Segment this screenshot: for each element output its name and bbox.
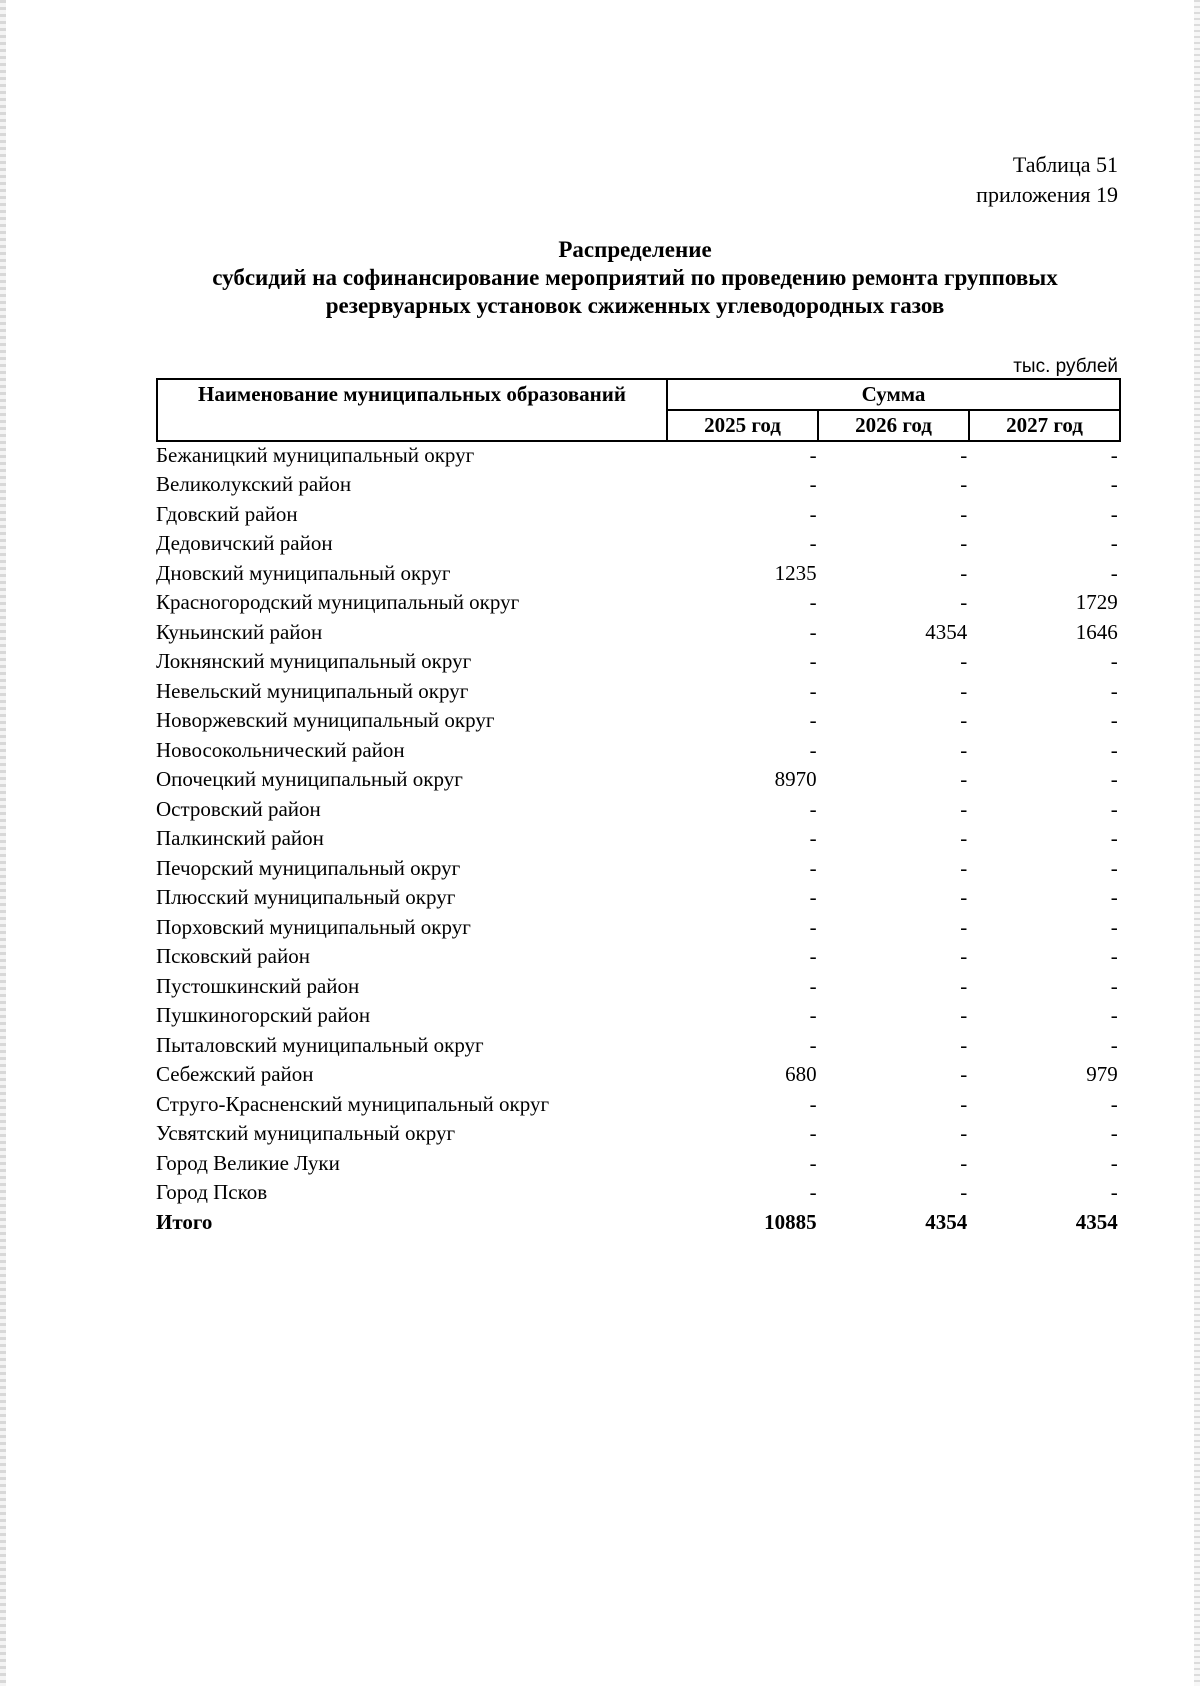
- amount-2027: -: [1110, 826, 1118, 850]
- amount-2025: -: [809, 914, 817, 939]
- scan-edge-right: [1194, 0, 1200, 1686]
- header-sum: Сумма: [667, 379, 1120, 410]
- amount-2025: -: [809, 472, 817, 496]
- municipality-name: Струго-Красненский муниципальный округ: [156, 1091, 550, 1116]
- document-title: [150, 236, 1120, 320]
- table-row: [156, 822, 1118, 852]
- table-row: [156, 851, 1118, 881]
- amount-2026: -: [960, 944, 968, 968]
- amount-2027: -: [1110, 1180, 1118, 1204]
- table-row: [156, 556, 1118, 586]
- amount-2025: -: [809, 1003, 817, 1027]
- amount-2026: -: [960, 1150, 968, 1175]
- header-year-2026: 2026 год: [818, 410, 969, 441]
- amount-2025: -: [809, 501, 817, 526]
- amount-2025: -: [809, 1032, 817, 1057]
- amount-2027: -: [1110, 855, 1118, 880]
- municipality-name: Дновский муниципальный округ: [156, 560, 451, 585]
- amount-2026: -: [960, 737, 968, 762]
- amount-2026: -: [960, 678, 968, 703]
- municipality-name: Гдовский район: [156, 501, 298, 526]
- amount-2026: 4354: [925, 1209, 968, 1234]
- table-row: [156, 704, 1118, 734]
- amount-2026: -: [960, 1032, 968, 1057]
- amount-2027: -: [1110, 885, 1118, 909]
- municipality-name: Дедовичский район: [156, 531, 333, 555]
- table-reference: [976, 150, 1118, 210]
- municipality-name: Пыталовский муниципальный округ: [156, 1032, 484, 1057]
- amount-2025: -: [809, 944, 817, 968]
- units-label: тыс. рублей: [1013, 356, 1118, 377]
- amount-2026: -: [960, 885, 968, 909]
- amount-2027: 1729: [1075, 590, 1118, 614]
- amount-2027: -: [1110, 737, 1118, 762]
- amount-2026: -: [960, 1121, 968, 1145]
- amount-2025: -: [809, 1121, 817, 1145]
- amount-2026: -: [960, 1062, 968, 1086]
- table-row: [156, 733, 1118, 763]
- amount-2025: -: [809, 885, 817, 909]
- table-row: [156, 792, 1118, 822]
- amount-2025: -: [809, 826, 817, 850]
- amount-2027: -: [1110, 1032, 1118, 1057]
- amount-2025: -: [809, 708, 817, 732]
- municipality-name: Пустошкинский район: [156, 973, 360, 998]
- municipality-name: Бежаницкий муниципальный округ: [156, 442, 475, 467]
- amount-2027: -: [1110, 1150, 1118, 1175]
- amount-2027: -: [1110, 442, 1118, 467]
- table-row: [156, 969, 1118, 999]
- table-row: [156, 468, 1118, 498]
- amount-2027: -: [1110, 1091, 1118, 1116]
- municipality-name: Печорский муниципальный округ: [156, 855, 461, 880]
- total-row: [156, 1205, 1118, 1235]
- amount-2027: -: [1110, 678, 1118, 703]
- amount-2026: -: [960, 826, 968, 850]
- amount-2027: -: [1110, 501, 1118, 526]
- municipality-name: Псковский район: [156, 944, 310, 968]
- amount-2026: -: [960, 1003, 968, 1027]
- header-year-2027: 2027 год: [969, 410, 1120, 441]
- amount-2027: -: [1110, 560, 1118, 585]
- municipality-name: Город Великие Луки: [156, 1150, 340, 1175]
- amount-2027: 1646: [1075, 619, 1118, 644]
- header-year-2025: 2025 год: [667, 410, 818, 441]
- amount-2027: -: [1110, 1121, 1118, 1145]
- amount-2025: -: [809, 855, 817, 880]
- amount-2027: -: [1110, 1003, 1118, 1027]
- municipality-name: Невельский муниципальный округ: [156, 678, 469, 703]
- table-body: [156, 438, 1118, 1235]
- table-row: [156, 645, 1118, 675]
- municipality-name: Островский район: [156, 796, 321, 821]
- amount-2026: -: [960, 442, 968, 467]
- municipality-name: Порховский муниципальный округ: [156, 914, 471, 939]
- table-row: [156, 763, 1118, 793]
- municipality-name: Локнянский муниципальный округ: [156, 649, 472, 673]
- table-row: [156, 1146, 1118, 1176]
- table-row: [156, 497, 1118, 527]
- amount-2027: -: [1110, 531, 1118, 555]
- amount-2026: -: [960, 590, 968, 614]
- table-row: [156, 1087, 1118, 1117]
- municipality-name: Красногородский муниципальный округ: [156, 590, 520, 614]
- amount-2026: -: [960, 531, 968, 555]
- amount-2025: 8970: [774, 767, 817, 791]
- municipality-name: Пушкиногорский район: [156, 1003, 371, 1027]
- amount-2026: -: [960, 649, 968, 673]
- amount-2026: -: [960, 914, 968, 939]
- table-header: [156, 378, 1121, 442]
- amount-2026: -: [960, 855, 968, 880]
- table-row: [156, 940, 1118, 970]
- amount-2025: 680: [785, 1062, 817, 1086]
- amount-2025: 10885: [764, 1209, 817, 1234]
- amount-2026: -: [960, 560, 968, 585]
- municipality-name: Новоржевский муниципальный округ: [156, 708, 495, 732]
- total-label: Итого: [156, 1209, 213, 1234]
- amount-2027: -: [1110, 796, 1118, 821]
- amount-2025: -: [809, 1150, 817, 1175]
- amount-2027: -: [1110, 708, 1118, 732]
- amount-2026: -: [960, 708, 968, 732]
- amount-2025: -: [809, 973, 817, 998]
- amount-2027: -: [1110, 944, 1118, 968]
- appendix-number: приложения 19: [976, 182, 1118, 207]
- amount-2025: -: [809, 649, 817, 673]
- municipality-name: Себежский район: [156, 1062, 314, 1086]
- amount-2025: -: [809, 796, 817, 821]
- municipality-name: Опочецкий муниципальный округ: [156, 767, 463, 791]
- amount-2025: -: [809, 442, 817, 467]
- amount-2026: -: [960, 767, 968, 791]
- table-row: [156, 615, 1118, 645]
- table-row: [156, 1117, 1118, 1147]
- municipality-name: Великолукский район: [156, 472, 352, 496]
- title-line-2: субсидий на софинансирование мероприятий по проведению ремонта групповых: [212, 265, 1058, 290]
- municipality-name: Куньинский район: [156, 619, 323, 644]
- amount-2025: -: [809, 590, 817, 614]
- amount-2027: -: [1110, 472, 1118, 496]
- amount-2027: -: [1110, 649, 1118, 673]
- table-row: [156, 674, 1118, 704]
- title-line-3: резервуарных установок сжиженных углеводородных газов: [325, 293, 945, 318]
- amount-2026: -: [960, 973, 968, 998]
- amount-2027: -: [1110, 767, 1118, 791]
- amount-2027: -: [1110, 973, 1118, 998]
- table-row: [156, 1058, 1118, 1088]
- municipality-name: Плюсский муниципальный округ: [156, 885, 456, 909]
- amount-2026: -: [960, 1180, 968, 1204]
- amount-2025: -: [809, 678, 817, 703]
- table-row: [156, 1028, 1118, 1058]
- table-row: [156, 438, 1118, 468]
- amount-2026: -: [960, 472, 968, 496]
- amount-2026: -: [960, 501, 968, 526]
- municipality-name: Усвятский муниципальный округ: [156, 1121, 456, 1145]
- amount-2026: -: [960, 1091, 968, 1116]
- amount-2025: -: [809, 619, 817, 644]
- municipality-name: Новосокольнический район: [156, 737, 405, 762]
- table-row: [156, 999, 1118, 1029]
- table-number: Таблица 51: [1012, 152, 1118, 177]
- amount-2027: 4354: [1075, 1209, 1118, 1234]
- amount-2025: -: [809, 1180, 817, 1204]
- municipality-name: Палкинский район: [156, 826, 324, 850]
- header-municipality: Наименование муниципальных образований: [157, 379, 667, 441]
- table-row: [156, 527, 1118, 557]
- municipality-name: Город Псков: [156, 1180, 268, 1204]
- title-line-1: Распределение: [558, 237, 712, 262]
- amount-2027: 979: [1086, 1062, 1118, 1086]
- amount-2025: -: [809, 1091, 817, 1116]
- amount-2025: -: [809, 531, 817, 555]
- amount-2026: -: [960, 796, 968, 821]
- amount-2026: 4354: [925, 619, 968, 644]
- amount-2025: -: [809, 737, 817, 762]
- amount-2027: -: [1110, 914, 1118, 939]
- table-row: [156, 881, 1118, 911]
- table-row: [156, 1176, 1118, 1206]
- table-row: [156, 586, 1118, 616]
- table-row: [156, 910, 1118, 940]
- scan-edge-left: [0, 0, 6, 1686]
- amount-2025: 1235: [774, 560, 817, 585]
